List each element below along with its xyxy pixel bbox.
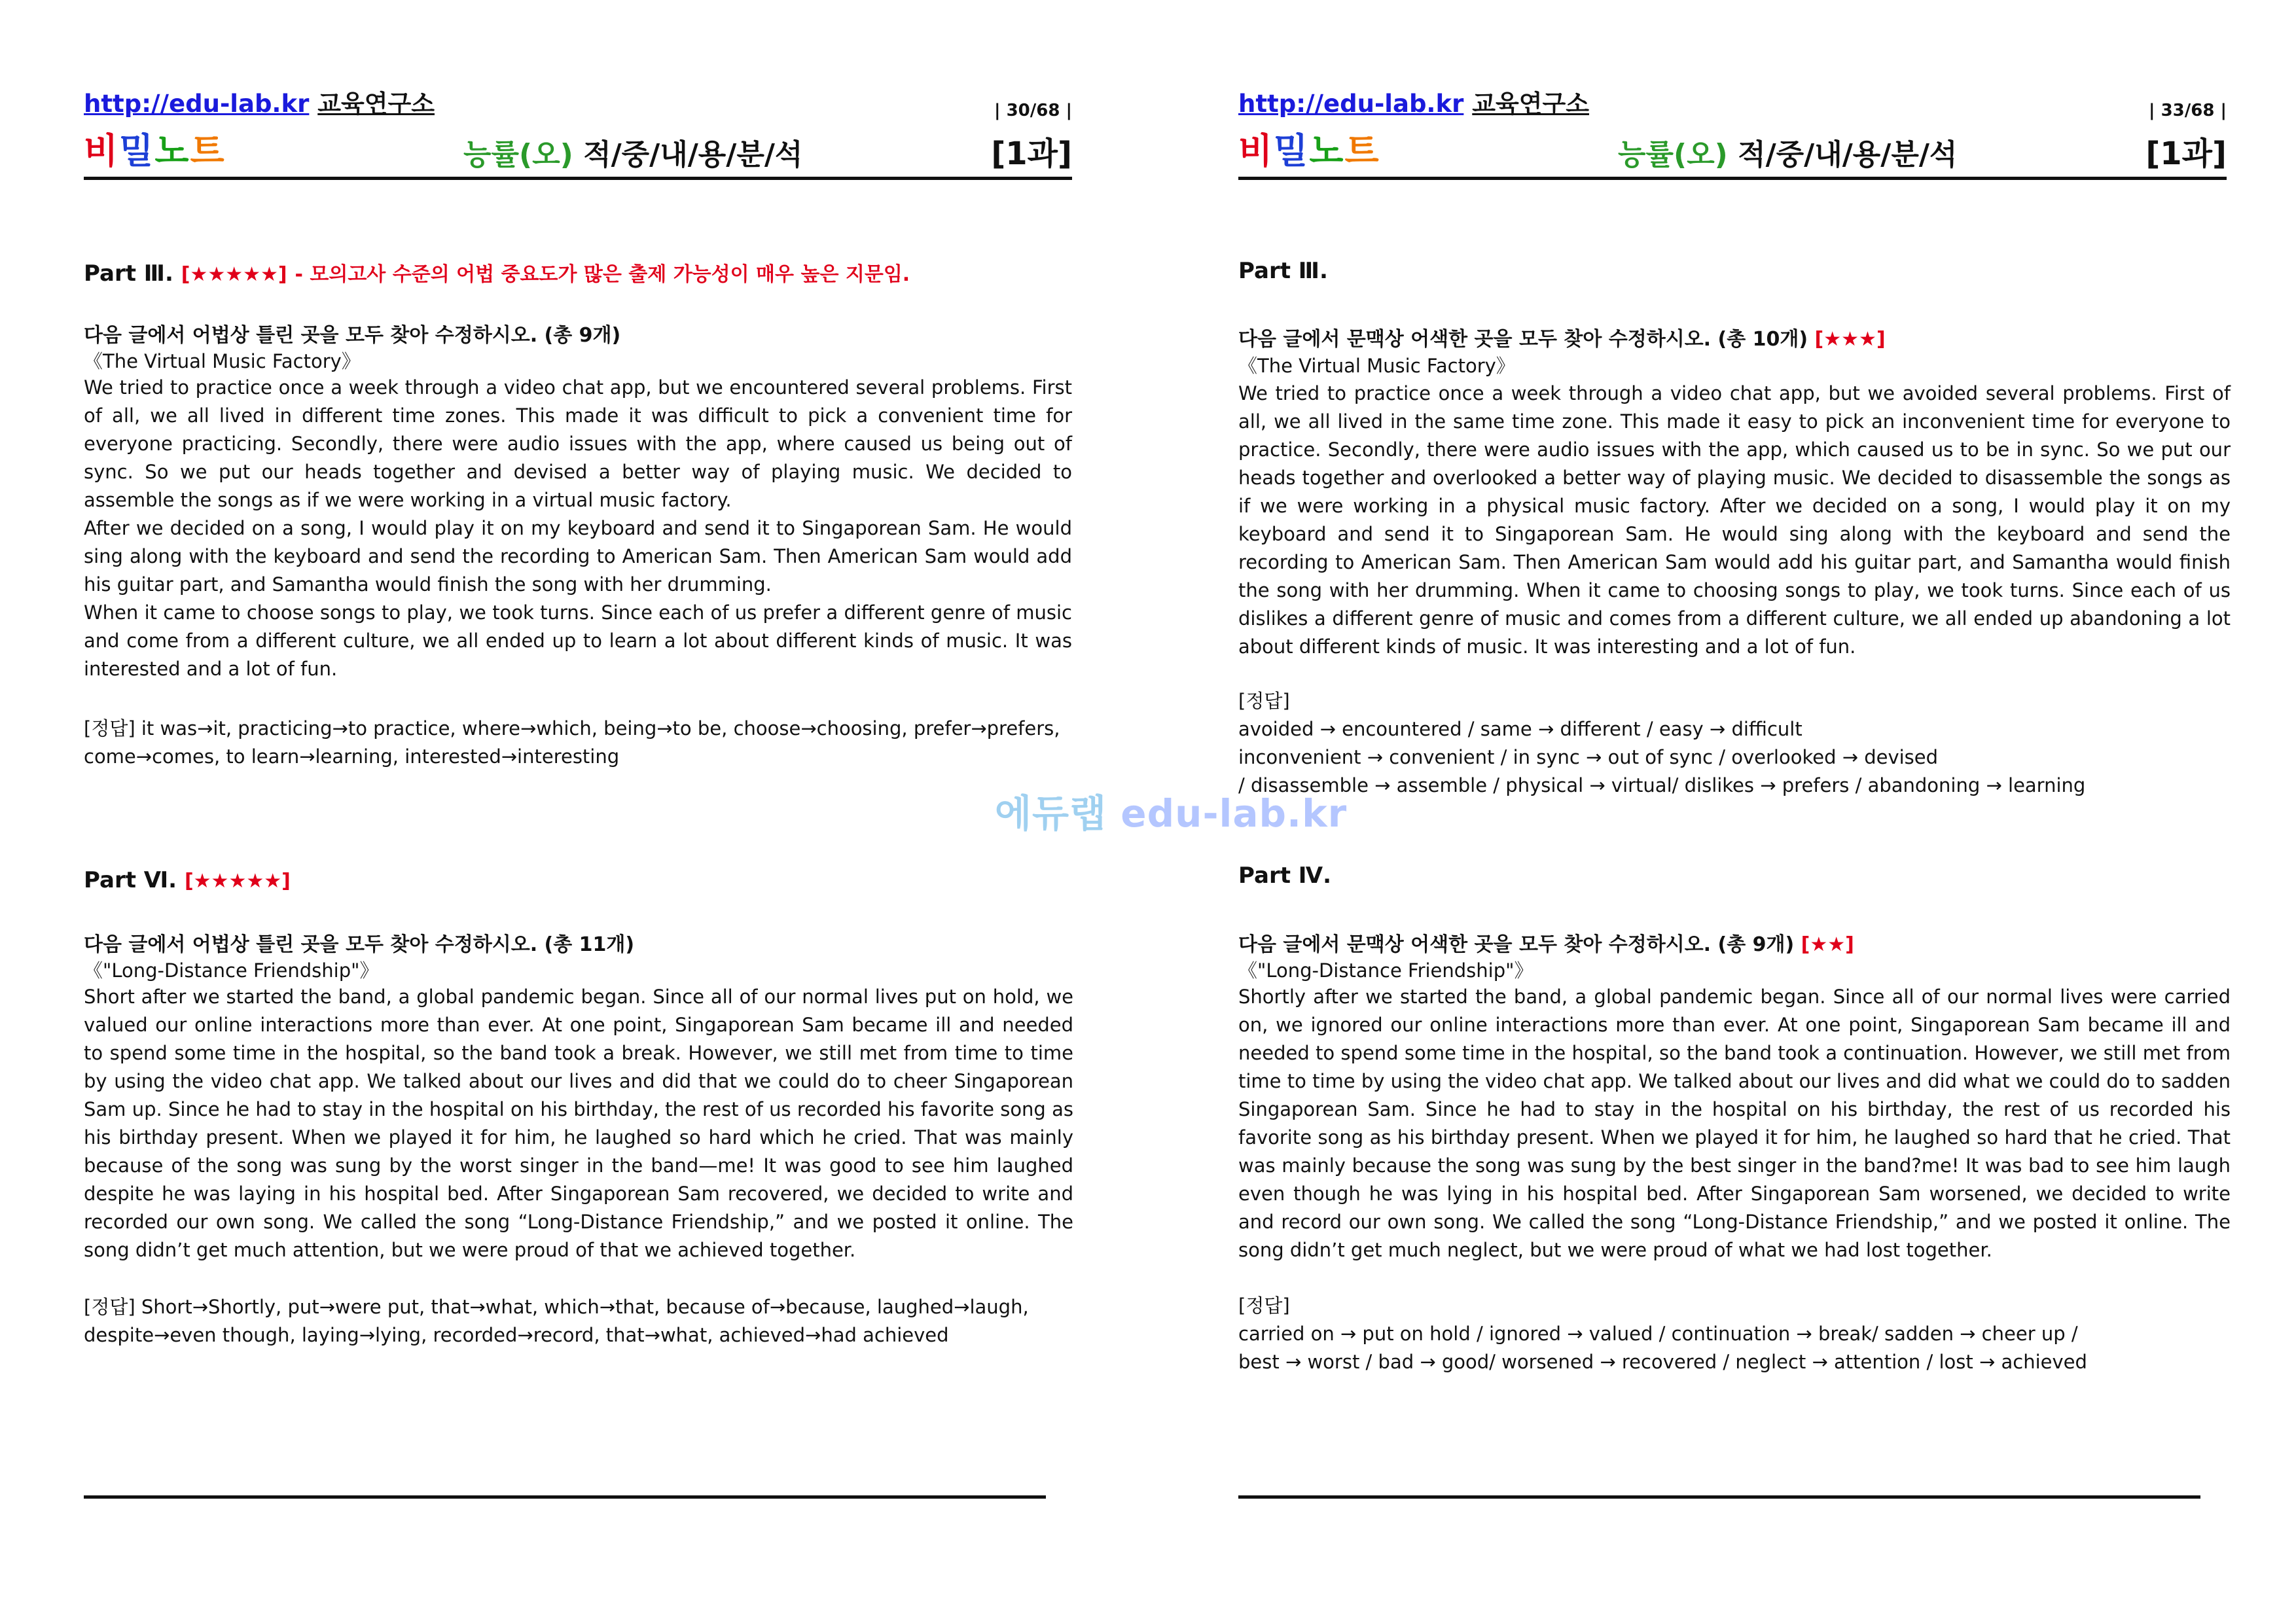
difficulty-stars: [★★] bbox=[1801, 933, 1854, 956]
site-line bbox=[84, 84, 435, 119]
difficulty-stars: [★★★★★] bbox=[181, 263, 287, 286]
passage-source: 《The Virtual Music Factory》 bbox=[1238, 355, 1515, 377]
passage-source: 《"Long-Distance Friendship"》 bbox=[1238, 959, 1534, 982]
question-text: 다음 글에서 문맥상 어색한 곳을 모두 찾아 수정하시오. (총 9개) [★★] bbox=[1238, 933, 1854, 956]
lesson-label: [1과] bbox=[991, 135, 1072, 172]
header-divider bbox=[84, 177, 1072, 180]
question-text: 다음 글에서 어법상 틀린 곳을 모두 찾아 수정하시오. (총 9개) bbox=[84, 324, 621, 347]
part-title: Part Ⅲ. bbox=[1238, 258, 1328, 284]
passage-source: 《"Long-Distance Friendship"》 bbox=[84, 959, 379, 982]
page-number: | 33/68 | bbox=[2149, 101, 2227, 120]
subject-title: 능률(오) 적/중/내/용/분/석 bbox=[463, 138, 803, 171]
lesson-label: [1과] bbox=[2145, 135, 2227, 172]
passage-body: We tried to practice once a week through a video chat app, but we avoided several problems. First of all, we all lived in the same time zone. This made it easy to pick an inconvenient time for everyone to practice. Secondly, there were audio issues with the app, which caused us to be in sync. So we put our heads together and overlooked a better way of playing music. We decided to disassemble the songs as if we were working in a physical music factory. After we decided on a song, I would play it on my keyboard and send it to Singaporean Sam. He would sing along with the keyboard and send the recording to American Sam. Then American Sam would add his guitar part, and Samantha would finish the song with her drumming. When it came to choosing songs to play, we took turns. Since each of us dislikes a different genre of music and comes from a different culture, we all ended up abandoning a lot about different kinds of music. It was interesting and a lot of fun. bbox=[1238, 382, 2231, 658]
page-number: | 30/68 | bbox=[994, 101, 1072, 120]
difficulty-stars: [★★★★★] bbox=[184, 870, 291, 893]
question-text: 다음 글에서 문맥상 어색한 곳을 모두 찾아 수정하시오. (총 10개) [★★★] bbox=[1238, 328, 1886, 351]
left-page bbox=[84, 0, 1072, 1623]
site-line bbox=[1238, 84, 1589, 119]
footer-divider bbox=[84, 1495, 1046, 1499]
part-note: - 모의고사 수준의 어법 중요도가 많은 출제 가능성이 매우 높은 지문임. bbox=[295, 263, 910, 286]
passage-body: Shortly after we started the band, a global pandemic began. Since all of our normal lives were carried on, we ignored our online interactions more than ever. At one point, Singaporean Sam became ill and needed to spend some time in the hospital, so the band took a continuation. However, we still met from time to time by using the video chat app. We talked about our lives and did what we could do to sadden Singaporean Sam. Since he had to stay in the hospital on his birthday, the rest of us recorded his favorite song as his birthday present. When we played it for him, he laughed so hard that he cried. That was mainly because the song was sung by the best singer in the band?me! It was bad to see him laugh even though he was lying in his hospital bed. After Singaporean Sam worsened, we decided to write and record our own song. We called the song “Long-Distance Friendship,” and we posted it online. The song didn’t get much neglect, but we were proud of what we had lost together. bbox=[1238, 986, 2231, 1261]
site-url-link[interactable]: http://edu-lab.kr bbox=[1238, 90, 1464, 118]
subject-title: 능률(오) 적/중/내/용/분/석 bbox=[1618, 138, 1958, 171]
header-divider bbox=[1238, 177, 2227, 180]
question-text: 다음 글에서 어법상 틀린 곳을 모두 찾아 수정하시오. (총 11개) bbox=[84, 933, 635, 956]
answer-block: [정답] carried on → put on hold / ignored → valued / continuation → break/ sadden → cheer up / best → worst / bad → good/ worsened → recovered / neglect → attention / lost → achieved bbox=[1238, 1294, 2087, 1373]
passage-source: 《The Virtual Music Factory》 bbox=[84, 350, 361, 372]
site-url-link[interactable]: http://edu-lab.kr bbox=[84, 90, 310, 118]
answer-block: [정답] Short→Shortly, put→were put, that→what, which→that, because of→because, laughed→laugh, despite→even though, laying→lying, recorded→record, that→what, achieved→had achieved bbox=[84, 1296, 1029, 1346]
passage-body: We tried to practice once a week through a video chat app, but we encountered several problems. First of all, we all lived in different time zones. This made it was difficult to pick a convenient time for everyone practicing. Secondly, there were audio issues with the app, where caused us being out of sync. So we put our heads together and devised a better way of playing music. We decided to assemble the songs as if we were working in a virtual music factory. After we decided on a song, I would play it on my keyboard and send it to Singaporean Sam. He would sing along with the keyboard and send the recording to American Sam. Then American Sam would add his guitar part, and Samantha would finish the song with her drumming. When it came to choose songs to play, we took turns. Since each of us prefer a different genre of music and come from a different culture, we all ended up to learn a lot about different kinds of music. It was interested and a lot of fun. bbox=[84, 376, 1072, 680]
part-title: Part Ⅲ. [★★★★★] - 모의고사 수준의 어법 중요도가 많은 출제 가능성이 매우 높은 지문임. bbox=[84, 260, 910, 287]
difficulty-stars: [★★★] bbox=[1814, 328, 1886, 351]
answer-block: [정답] avoided → encountered / same → different / easy → difficult inconvenient → convenient / in sync → out of sync / overlooked → devised / disassemble → assemble / physical → virtual/ dislikes → prefers / abandoning → learning bbox=[1238, 690, 2086, 796]
answer-block: [정답] it was→it, practicing→to practice, where→which, being→to be, choose→choosing, prefer→prefers, come→comes, to learn→learning, interested→interesting bbox=[84, 717, 1060, 768]
part-title: Part Ⅵ. [★★★★★] bbox=[84, 867, 291, 893]
brand-logo: 비밀노트 bbox=[84, 130, 226, 171]
right-page bbox=[1238, 0, 2231, 1623]
passage-body: Short after we started the band, a global pandemic began. Since all of our normal lives put on hold, we valued our online interactions more than ever. At one point, Singaporean Sam became ill and needed to spend some time in the hospital, so the band took a break. However, we still met from time to time by using the video chat app. We talked about our lives and did that we could do to cheer Singaporean Sam up. Since he had to stay in the hospital on his birthday, the rest of us recorded his favorite song as his birthday present. When we played it for him, he laughed so hard which he cried. That was mainly because of the song was sung by the worst singer in the band—me! It was good to see him laughed despite he was laying in his hospital bed. After Singaporean Sam recovered, we decided to write and recorded our own song. We called the song “Long-Distance Friendship,” and we posted it online. The song didn’t get much attention, but we were proud of that we achieved together. bbox=[84, 986, 1073, 1261]
page-header bbox=[1238, 0, 2227, 172]
brand-logo: 비밀노트 bbox=[1238, 130, 1380, 171]
watermark: 에듀랩 edu-lab.kr bbox=[995, 791, 1348, 836]
page-header bbox=[84, 0, 1072, 172]
site-lab-name: 교육연구소 bbox=[317, 90, 435, 118]
footer-divider bbox=[1238, 1495, 2200, 1499]
part-title: Part Ⅳ. bbox=[1238, 863, 1332, 889]
site-lab-name: 교육연구소 bbox=[1472, 90, 1589, 118]
